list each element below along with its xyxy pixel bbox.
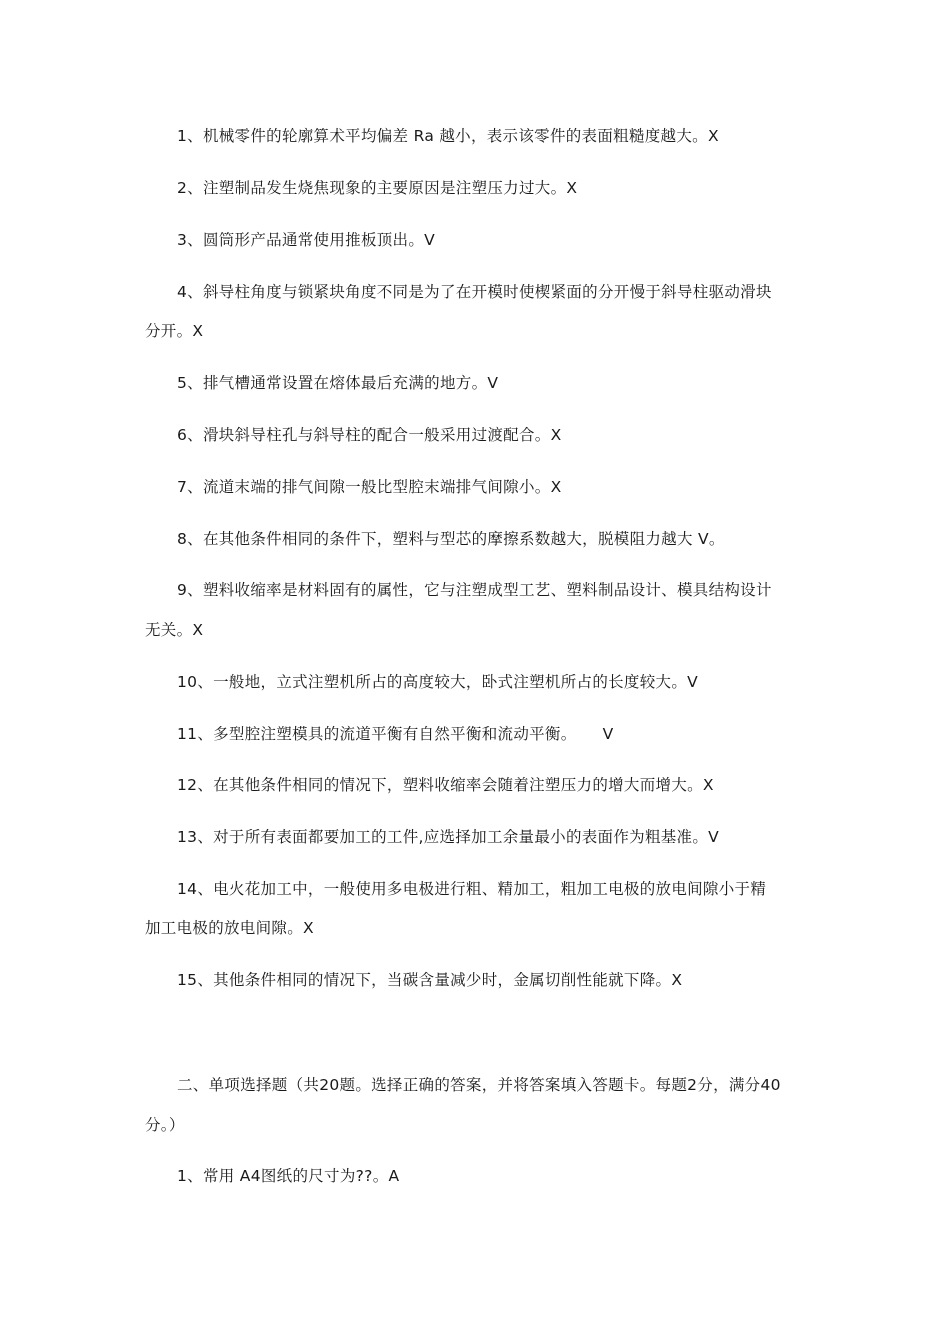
section-heading-cont: 分。） — [145, 1116, 185, 1134]
tf-item-10: 10、一般地，立式注塑机所占的高度较大，卧式注塑机所占的长度较大。V — [177, 673, 699, 691]
tf-item-9-cont: 无关。X — [145, 621, 204, 639]
tf-item-7: 7、流道末端的排气间隙一般比型腔末端排气间隙小。X — [177, 478, 562, 496]
tf-item-6: 6、滑块斜导柱孔与斜导柱的配合一般采用过渡配合。X — [177, 426, 562, 444]
tf-item-14: 14、电火花加工中，一般使用多电极进行粗、精加工，粗加工电极的放电间隙小于精 — [177, 880, 767, 898]
mc-item-1: 1、常用 A4图纸的尺寸为??。A — [177, 1167, 400, 1185]
section-heading: 二、单项选择题（共20题。选择正确的答案，并将答案填入答题卡。每题2分，满分40 — [177, 1076, 781, 1094]
tf-item-5: 5、排气槽通常设置在熔体最后充满的地方。V — [177, 374, 499, 392]
tf-item-11: 11、多型腔注塑模具的流道平衡有自然平衡和流动平衡。 V — [177, 725, 614, 743]
tf-item-14-cont: 加工电极的放电间隙。X — [145, 919, 314, 937]
tf-item-12: 12、在其他条件相同的情况下，塑料收缩率会随着注塑压力的增大而增大。X — [177, 776, 714, 794]
tf-item-4: 4、斜导柱角度与锁紧块角度不同是为了在开模时使楔紧面的分开慢于斜导柱驱动滑块 — [177, 283, 772, 301]
tf-item-8: 8、在其他条件相同的条件下，塑料与型芯的摩擦系数越大，脱模阻力越大 V。 — [177, 530, 725, 548]
tf-item-9: 9、塑料收缩率是材料固有的属性，它与注塑成型工艺、塑料制品设计、模具结构设计 — [177, 581, 772, 599]
tf-item-4-cont: 分开。X — [145, 322, 204, 340]
tf-item-15: 15、其他条件相同的情况下，当碳含量减少时，金属切削性能就下降。X — [177, 971, 683, 989]
tf-item-1: 1、机械零件的轮廓算术平均偏差 Ra 越小，表示该零件的表面粗糙度越大。X — [177, 127, 719, 145]
tf-item-3: 3、圆筒形产品通常使用推板顶出。V — [177, 231, 436, 249]
tf-item-2: 2、注塑制品发生烧焦现象的主要原因是注塑压力过大。X — [177, 179, 578, 197]
tf-item-13: 13、对于所有表面都要加工的工件,应选择加工余量最小的表面作为粗基准。V — [177, 828, 720, 846]
